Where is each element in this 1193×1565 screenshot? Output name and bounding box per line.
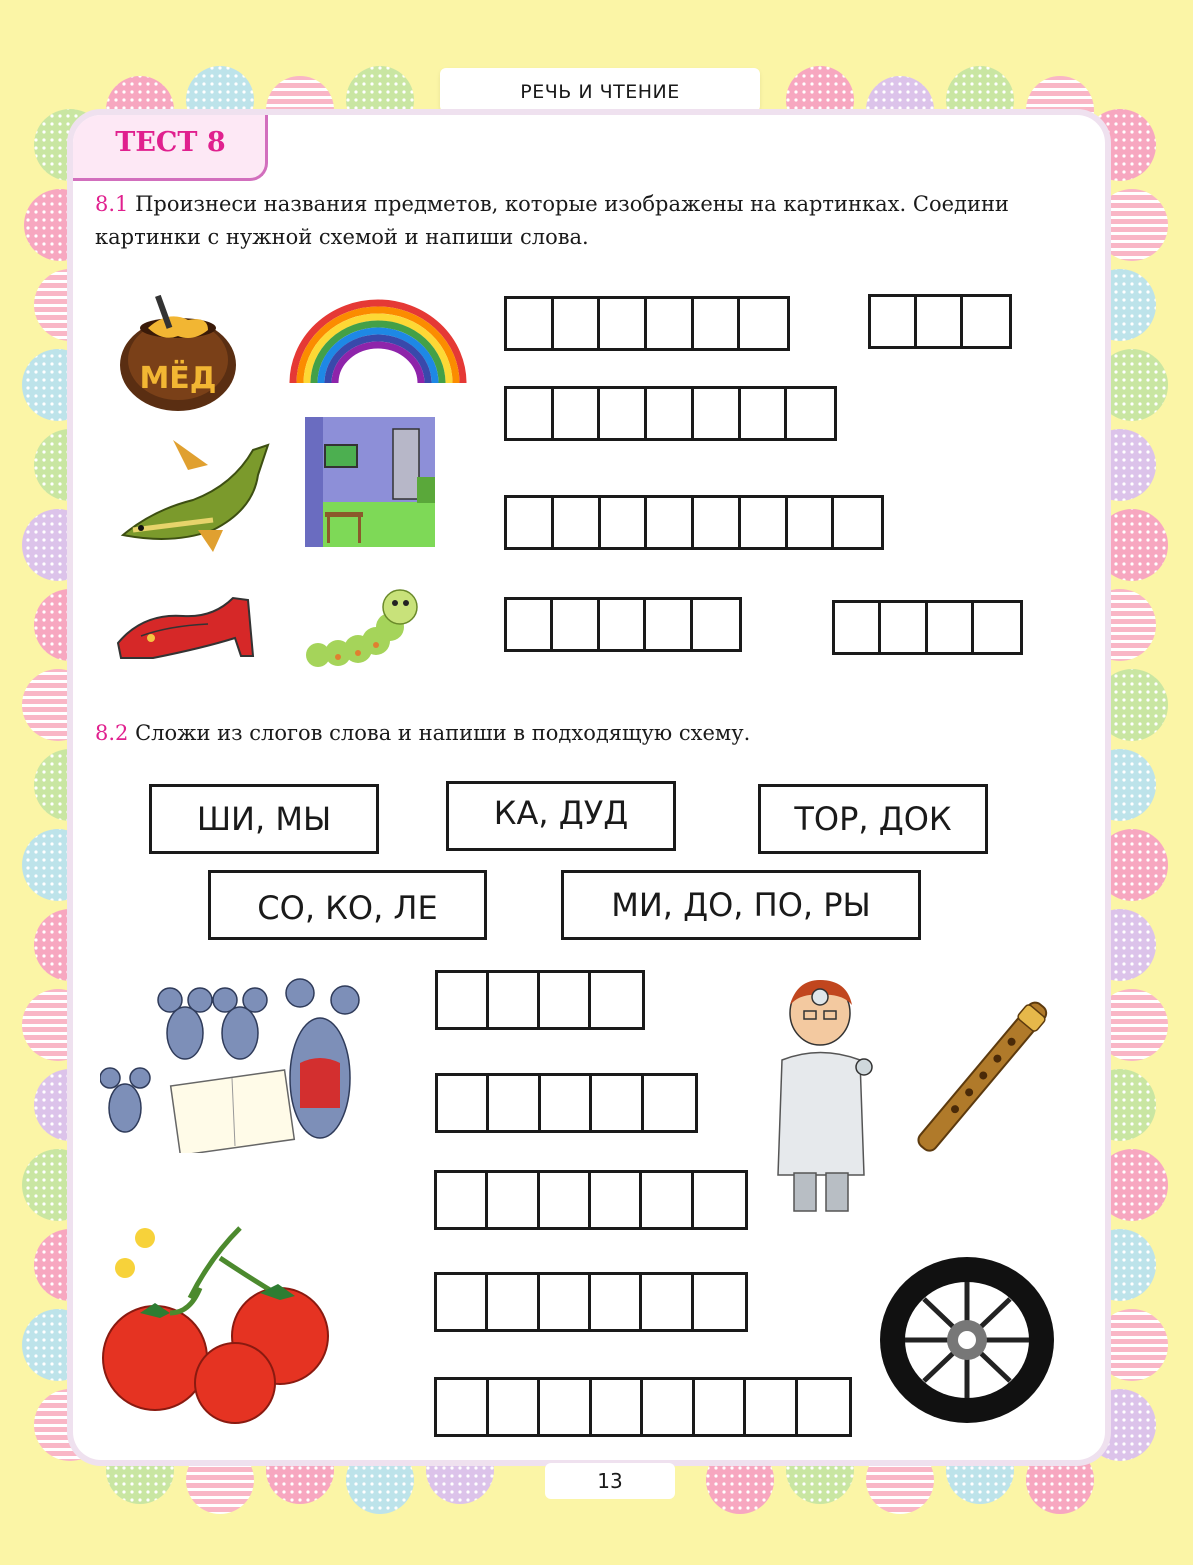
task-1-scheme-4[interactable] — [504, 495, 884, 550]
letter-cell[interactable] — [741, 498, 788, 547]
task-2-scheme-1[interactable] — [435, 970, 645, 1030]
letter-cell[interactable] — [600, 600, 646, 649]
letter-cell[interactable] — [591, 973, 642, 1027]
letter-cell[interactable] — [437, 1173, 488, 1227]
task-1-text-line1: Произнеси названия предметов, которые изображены на картинках. Соедини — [135, 192, 1009, 216]
tomatoes-icon — [100, 1218, 335, 1428]
letter-cell[interactable] — [554, 498, 601, 547]
letter-cell[interactable] — [694, 1173, 745, 1227]
test-title: ТЕСТ 8 — [115, 127, 226, 158]
letter-cell[interactable] — [488, 1173, 539, 1227]
letter-cell[interactable] — [591, 1275, 642, 1329]
honey-label: МЁД — [139, 361, 217, 396]
letter-cell[interactable] — [788, 498, 835, 547]
letter-cell[interactable] — [489, 1380, 541, 1434]
letter-cell[interactable] — [871, 297, 917, 346]
doctor-icon — [772, 975, 887, 1225]
letter-cell[interactable] — [835, 603, 881, 652]
letter-cell[interactable] — [437, 1275, 488, 1329]
task-1-scheme-2[interactable] — [868, 294, 1012, 349]
letter-cell[interactable] — [787, 389, 834, 438]
honey-pot-icon — [108, 290, 248, 415]
shoes-icon — [113, 588, 263, 663]
letter-cell[interactable] — [601, 498, 648, 547]
letter-cell[interactable] — [798, 1380, 849, 1434]
caterpillar-icon — [300, 583, 425, 673]
letter-cell[interactable] — [553, 600, 599, 649]
letter-cell[interactable] — [740, 299, 787, 348]
letter-cell[interactable] — [963, 297, 1009, 346]
letter-cell[interactable] — [644, 1076, 695, 1130]
letter-cell[interactable] — [438, 973, 489, 1027]
syllable-card-5: МИ, ДО, ПО, РЫ — [561, 870, 921, 940]
letter-cell[interactable] — [507, 389, 554, 438]
syllable-card-4: СО, КО, ЛЕ — [208, 870, 487, 940]
task-1-text-line2: картинки с нужной схемой и напиши слова. — [95, 225, 589, 249]
letter-cell[interactable] — [592, 1076, 643, 1130]
letter-cell[interactable] — [928, 603, 974, 652]
letter-cell[interactable] — [541, 1076, 592, 1130]
mice-icon — [100, 978, 365, 1153]
letter-cell[interactable] — [746, 1380, 798, 1434]
letter-cell[interactable] — [600, 299, 647, 348]
rainbow-icon — [288, 298, 468, 388]
syllable-card-3: ТОР, ДОК — [758, 784, 988, 854]
room-icon — [305, 417, 435, 547]
pike-fish-icon — [113, 430, 273, 555]
letter-cell[interactable] — [507, 600, 553, 649]
letter-cell[interactable] — [507, 299, 554, 348]
letter-cell[interactable] — [694, 1275, 745, 1329]
letter-cell[interactable] — [694, 498, 741, 547]
letter-cell[interactable] — [834, 498, 881, 547]
letter-cell[interactable] — [540, 973, 591, 1027]
letter-cell[interactable] — [438, 1076, 489, 1130]
task-1-instructions — [95, 188, 1095, 254]
letter-cell[interactable] — [647, 299, 694, 348]
page-number: 13 — [545, 1463, 675, 1499]
task-1-scheme-5[interactable] — [504, 597, 742, 652]
letter-cell[interactable] — [647, 389, 694, 438]
task-1-scheme-6[interactable] — [832, 600, 1023, 655]
task-1-scheme-1[interactable] — [504, 296, 790, 351]
syllable-card-2: КА, ДУД — [446, 781, 676, 851]
letter-cell[interactable] — [591, 1173, 642, 1227]
letter-cell[interactable] — [540, 1275, 591, 1329]
letter-cell[interactable] — [554, 389, 601, 438]
letter-cell[interactable] — [695, 1380, 747, 1434]
wheel-icon — [878, 1255, 1056, 1425]
letter-cell[interactable] — [694, 299, 741, 348]
letter-cell[interactable] — [694, 389, 741, 438]
task-2-number: 8.2 — [95, 721, 129, 745]
letter-cell[interactable] — [741, 389, 788, 438]
section-title: РЕЧЬ И ЧТЕНИЕ — [440, 68, 760, 112]
letter-cell[interactable] — [647, 498, 694, 547]
task-1-scheme-3[interactable] — [504, 386, 837, 441]
letter-cell[interactable] — [646, 600, 692, 649]
letter-cell[interactable] — [592, 1380, 644, 1434]
letter-cell[interactable] — [881, 603, 927, 652]
task-2-scheme-4[interactable] — [434, 1272, 748, 1332]
task-1-number: 8.1 — [95, 192, 129, 216]
letter-cell[interactable] — [540, 1173, 591, 1227]
letter-cell[interactable] — [488, 1275, 539, 1329]
task-2-text: Сложи из слогов слова и напиши в подходящую схему. — [135, 721, 751, 745]
task-2-scheme-5[interactable] — [434, 1377, 852, 1437]
task-2-instructions — [95, 717, 1095, 750]
letter-cell[interactable] — [642, 1173, 693, 1227]
letter-cell[interactable] — [540, 1380, 592, 1434]
letter-cell[interactable] — [642, 1275, 693, 1329]
task-2-scheme-2[interactable] — [435, 1073, 698, 1133]
letter-cell[interactable] — [554, 299, 601, 348]
letter-cell[interactable] — [600, 389, 647, 438]
letter-cell[interactable] — [489, 973, 540, 1027]
letter-cell[interactable] — [507, 498, 554, 547]
letter-cell[interactable] — [693, 600, 739, 649]
letter-cell[interactable] — [489, 1076, 540, 1130]
letter-cell[interactable] — [917, 297, 963, 346]
syllable-card-1: ШИ, МЫ — [149, 784, 379, 854]
letter-cell[interactable] — [974, 603, 1020, 652]
task-2-scheme-3[interactable] — [434, 1170, 748, 1230]
flute-icon — [900, 985, 1065, 1170]
letter-cell[interactable] — [643, 1380, 695, 1434]
letter-cell[interactable] — [437, 1380, 489, 1434]
